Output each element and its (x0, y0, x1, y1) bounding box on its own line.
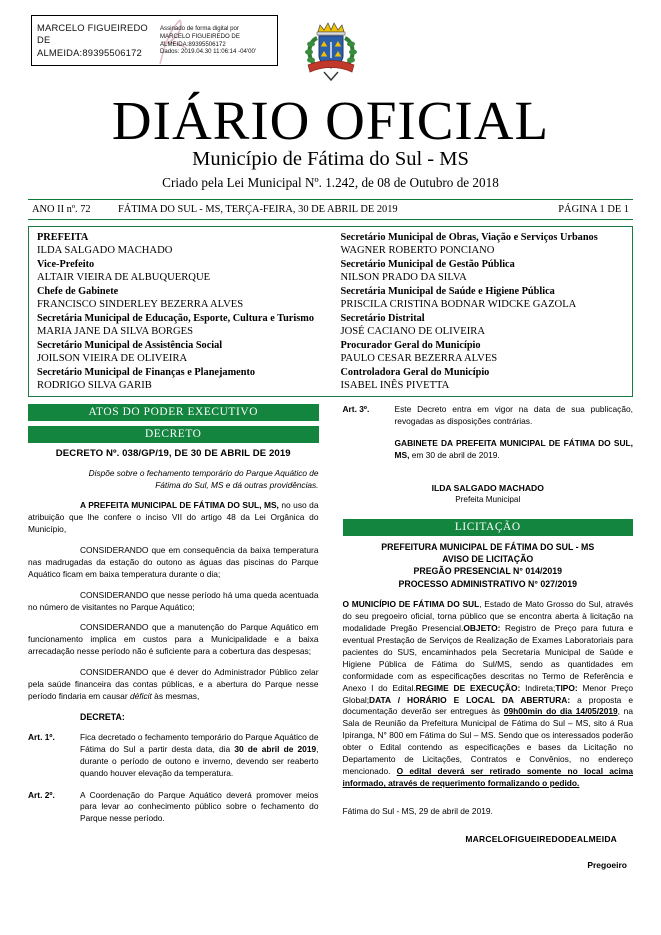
article-2-label: Art. 2º. (28, 789, 55, 800)
official-name: PRISCILA CRISTINA BODNAR WIDCKE GAZOLA (340, 299, 577, 311)
licitacao-intro-rest: , Estado de Mato Grosso do Sul, através do seu pregoeiro oficial, torna público que se encontra aberta à licitação na modalidade Pregão Presencial. (342, 599, 634, 634)
official-role: PREFEITA (37, 232, 89, 243)
regime-text: Indireta; (520, 682, 556, 693)
data-abertura-label: DATA / HORÁRIO E LOCAL DA ABERTURA: (369, 694, 571, 705)
signature-meta-line-4: Dados: 2019.04.30 11:06:14 -04'00' (159, 48, 257, 56)
official-role: Secretária Municipal de Educação, Esporte, Cultura e Turismo (37, 313, 314, 324)
decreto-ementa: Dispõe sobre o fechamento temporário do Parque Aquático de Fátima do Sul, MS e dá outras providências. (88, 468, 319, 490)
licitacao-head-line-2: AVISO DE LICITAÇÃO (442, 554, 534, 565)
official-name: ISABEL INÊS PIVETTA (340, 380, 450, 392)
officials-column-left (29, 231, 331, 393)
official-role: Secretário Municipal de Obras, Viação e Serviços Urbanos (340, 232, 598, 243)
licitacao-head-line-4: PROCESSO ADMINISTRATIVO N° 027/2019 (398, 578, 578, 589)
considerando-2: CONSIDERANDO que nesse período há uma queda acentuada no número de visitantes no Parque Aquático; (28, 589, 319, 612)
article-1-part-a: Fica decretado o fechamento temporário do Parque Aquático de Fátima do Sul a partir desta data, dia (80, 731, 319, 754)
data-abertura-highlight: 09h00min do dia 14/05/2019 (503, 706, 618, 717)
pregoeiro-role: Pregoeiro (587, 859, 627, 870)
issue-year-number: ANO II nº. 72 (32, 204, 91, 215)
tipo-label: TIPO: (555, 682, 578, 693)
article-2-row (28, 790, 319, 826)
official-name: RODRIGO SILVA GARIB (37, 380, 152, 392)
official-role: Secretário Municipal de Assistência Social (37, 340, 223, 351)
data-abertura-text-b: , na Sala de Reunião da Prefeitura Municipal de Fátima do Sul – MS, sito á Rua Ipiranga, N° 800 em Fátima do Sul – MS. Sendo que os interessados poderão obter o Edital contendo as especificações e bases da Licitação no Departamento de Licitações, Contratos e Convênios, no endereço mencionado. (342, 706, 633, 776)
official-role: Secretária Municipal de Saúde e Higiene Pública (340, 286, 555, 297)
gabinete-closing (395, 438, 634, 462)
considerando-4-italic: déficit (129, 690, 152, 701)
official-role: Chefe de Gabinete (37, 286, 119, 297)
official-name: ILDA SALGADO MACHADO (37, 245, 173, 257)
official-role: Vice-Prefeito (37, 259, 95, 270)
officials-column-right (331, 231, 633, 393)
decreto-preambulo (28, 500, 319, 536)
edital-retirada-note: O edital deverá ser retirado somente no local acima informado, através de requerimento formalizando o pedido. (342, 765, 633, 788)
signature-meta-line-2: MARCELO FIGUEIREDO DE (159, 32, 240, 40)
official-name: JOILSON VIEIRA DE OLIVEIRA (37, 353, 188, 365)
official-role: Controladora Geral do Município (340, 367, 490, 378)
column-left (28, 404, 331, 870)
considerando-1: CONSIDERANDO que em consequência da baixa temperatura nas madrugadas da estação do outono as águas das piscinas do Parque Aquático ficam em baixa temperatura durante o dia; (28, 544, 319, 579)
signature-metadata (156, 25, 277, 55)
issue-place-date: FÁTIMA DO SUL - MS, TERÇA-FEIRA, 30 DE ABRIL DE 2019 (118, 204, 398, 215)
official-role: Secretário Municipal de Finanças e Planejamento (37, 367, 256, 378)
objeto-text: Registro de Preço para futura e eventual Prestação de Serviços de Realização de Exames Laboratoriais para pacientes do SUS, encaminhados pela Secretaria Municipal de Saúde e Higiene Pública de Fátima do Sul/MS, sendo as quantidades em conformidade com as especificações descritas no Termo de Referência e Anexo I do Edital. (342, 623, 633, 693)
article-3-text: Este Decreto entra em vigor na data de sua publicação, revogadas as disposições contrárias. (394, 404, 633, 426)
digital-signature-box (31, 15, 278, 66)
tipo-text: Menor Preço Global; (342, 682, 633, 705)
preambulo-rest: no uso da atribuição que lhe confere o inciso VII do artigo 48 da Lei Orgânica do Município, (28, 500, 319, 534)
signature-meta-line-1: Assinado de forma digital por (159, 25, 239, 33)
page-title: DIÁRIO OFICIAL (111, 90, 550, 151)
official-name: FRANCISCO SINDERLEY BEZERRA ALVES (37, 299, 244, 311)
article-2-text: A Coordenação do Parque Aquático deverá promover meios para levar ao conhecimento público sobre o fechamento do Parque nesse período. (80, 789, 319, 824)
section-banner-licitacao: LICITAÇÃO (343, 519, 634, 536)
official-name: WAGNER ROBERTO PONCIANO (340, 245, 495, 257)
decreto-title: DECRETO Nº. 038/GP/19, DE 30 DE ABRIL DE 2019 (55, 448, 291, 459)
decreto-signature-block (343, 482, 634, 506)
page-subtitle: Município de Fátima do Sul - MS (192, 148, 469, 170)
content-columns (28, 404, 633, 870)
article-1-part-b: , durante o período de outono e inverno, devendo ser reaberto quando houver elevação da temperatura. (80, 743, 319, 778)
licitacao-head-line-3: PREGÃO PRESENCIAL N° 014/2019 (413, 566, 563, 577)
official-name: PAULO CESAR BEZERRA ALVES (340, 353, 498, 365)
gabinete-bold: GABINETE DA PREFEITA MUNICIPAL DE FÁTIMA DO SUL, MS, (394, 437, 633, 460)
data-abertura-text-a: a proposta e documentação deverão ser entregues às (342, 694, 633, 717)
signature-meta-line-3: ALMEIDA:89395506172 (159, 40, 226, 48)
issue-page-indicator: PÁGINA 1 DE 1 (558, 204, 629, 215)
pregoeiro-name: MARCELOFIGUEIREDODEALMEIDA (465, 833, 617, 844)
officials-box (28, 226, 633, 397)
regime-label: REGIME DE EXECUÇÃO: (415, 682, 521, 693)
licitacao-heading (343, 541, 634, 591)
considerando-4 (28, 667, 319, 703)
article-1-label: Art. 1º. (28, 731, 55, 742)
issue-bar (28, 199, 633, 220)
coat-of-arms-icon (300, 18, 362, 82)
considerando-3: CONSIDERANDO que a manutenção do Parque Aquático em funcionamento implica em custos para a Municipalidade e a baixa arrecadação nesse período não é suficiente para a cobertura das despesas; (28, 622, 319, 657)
column-right (331, 404, 634, 870)
section-banner-atos: ATOS DO PODER EXECUTIVO (28, 404, 319, 421)
article-3-label: Art. 3º. (342, 404, 370, 414)
considerando-4-part-b: às mesmas, (151, 690, 200, 701)
official-role: Secretário Municipal de Gestão Pública (340, 259, 515, 270)
signature-name: MARCELO FIGUEIREDO DE ALMEIDA:89395506172 (37, 21, 148, 58)
section-banner-decreto: DECRETO (28, 426, 319, 443)
official-name: ALTAIR VIEIRA DE ALBUQUERQUE (37, 272, 211, 284)
official-role: Procurador Geral do Município (340, 340, 481, 351)
official-name: JOSÉ CACIANO DE OLIVEIRA (340, 326, 485, 338)
licitacao-final-date: Fátima do Sul - MS, 29 de abril de 2019. (342, 805, 493, 816)
decreta-label: DECRETA: (80, 711, 125, 722)
official-name: NILSON PRADO DA SILVA (340, 272, 467, 284)
licitacao-intro-bold: O MUNICÍPIO DE FÁTIMA DO SUL (342, 599, 480, 610)
decreto-signer-name: ILDA SALGADO MACHADO (431, 482, 544, 493)
official-role: Secretário Distrital (340, 313, 425, 324)
decreto-signer-role: Prefeita Municipal (455, 494, 521, 504)
masthead (28, 10, 633, 88)
licitacao-head-line-1: PREFEITURA MUNICIPAL DE FÁTIMA DO SUL - MS (381, 541, 595, 552)
gabinete-rest: em 30 de abril de 2019. (409, 449, 500, 460)
article-1-text (80, 732, 319, 780)
licitacao-body (343, 599, 634, 790)
article-3-row (343, 404, 634, 428)
official-name: MARIA JANE DA SILVA BORGES (37, 326, 193, 338)
article-1-date-bold: 30 de abril de 2019 (234, 743, 317, 754)
objeto-label: OBJETO: (463, 623, 501, 634)
article-1-row (28, 732, 319, 780)
preambulo-bold: A PREFEITA MUNICIPAL DE FÁTIMA DO SUL, MS, (80, 500, 279, 511)
considerando-4-part-a: CONSIDERANDO que é dever do Administrador Público zelar pela saúde financeira das contas públicas, e a abertura do Parque nesse período findaria em causar (28, 667, 319, 701)
creation-law-line: Criado pela Lei Municipal Nº. 1.242, de 08 de Outubro de 2018 (162, 175, 499, 190)
